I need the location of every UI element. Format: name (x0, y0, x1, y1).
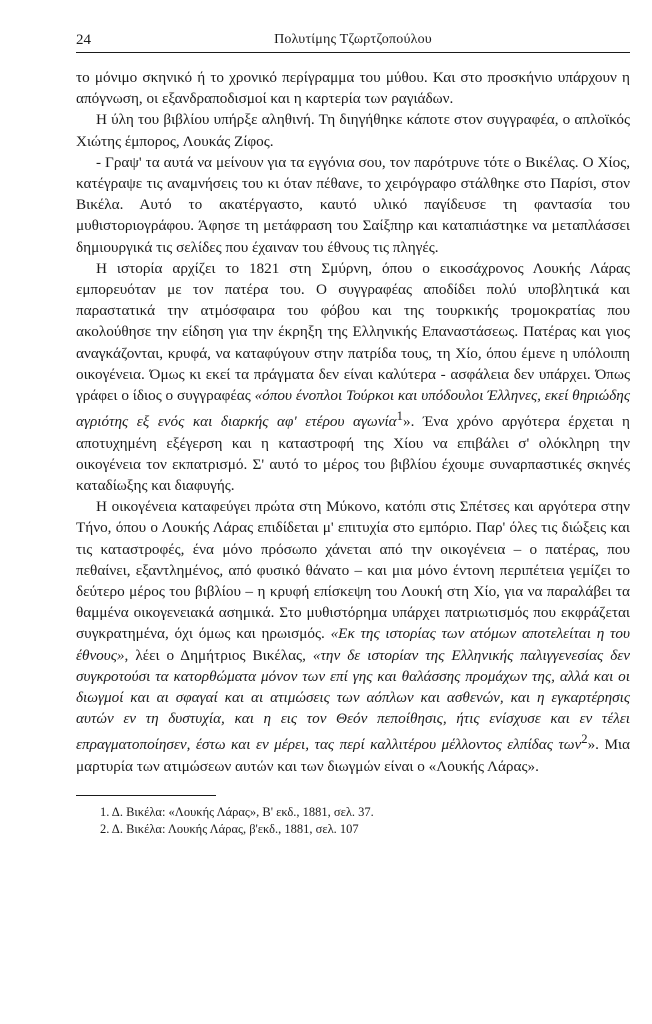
footnote-divider (76, 795, 216, 796)
paragraph-4-text-a: Η ιστορία αρχίζει το 1821 στη Σμύρνη, όπου ο εικοσάχρονος Λουκής Λάρας εμπορευόταν με τον πατέρα του. Ο συγγραφέας αποδίδει πολύ υποβλητικά και παραστατικά την ατμόσφαιρα του φόβου και της τουρκικής τρομοκρατίας που ακολούθησε την είδηση για την έκρηξη της Ελληνικής Επαναστάσεως. Πατέρας και γιος αναγκάζονται, κρυφά, να καταφύγουν στην πατρίδα τους, τη Χίο, όπου έμενε η υπόλοιπη οικογένεια. Όμως κι εκεί τα πράγματα δεν είναι καλύτερα - ασφάλεια δεν υπάρχει. Όπως γράφει ο ίδιος ο συγγραφέας (76, 259, 630, 405)
running-head: Πολυτίμης Τζωρτζοπούλου (274, 32, 432, 47)
footnote-ref-2: 2 (581, 732, 588, 747)
book-page (76, 30, 630, 1010)
quotation-3: «την δε ιστορίαν της Ελληνικής παλιγγενεσίας δεν συγκροτούσι τα κατορθώματα μόνον των επί γης και θαλάσσης προμάχων της, αλλά και οι διωγμοί και αι σφαγαί και αι ατιμώσεις των αόπλων και ασθενών, και η εγκαρτέρησις αυτών εν τη δυστυχία, και η εις τον Θεόν πεποίθησις, ήτις ενίσχυσε και εν τέλει επραγματοποίησεν, έστω και εν μέρει, τας περί καλλιτέρου μέλλοντος ελπίδας των (76, 646, 631, 754)
footnote-ref-1: 1 (396, 409, 403, 424)
page-header (76, 30, 630, 53)
page-number: 24 (76, 32, 91, 48)
paragraph-3: - Γραψ' τα αυτά να μείνουν για τα εγγόνια σου, τον παρότρυνε τότε ο Βικέλας. Ο Χίος, κατέγραψε τις αναμνήσεις του κι όταν πέθανε, το χειρόγραφο στάλθηκε στο Παρίσι, στον Βικέλα. Αυτό το ακατέργαστο, καυτό υλικό παγίδευσε τη φαντασία του μυθιστοριογράφου. Άφησε τη μετάφραση του Σαίξπηρ και καταπιάστηκε να μεταπλάσσει δημιουργικά τις σελίδες που έχαιναν του έθνους τις πληγές. (76, 153, 630, 256)
quotation-1: «όπου ένοπλοι Τούρκοι και υπόδουλοι Έλληνες, εκεί θηριώδης αγριότης εξ ενός και διαρκής αφ' ετέρου αγωνία (76, 387, 630, 431)
paragraph-5-text-a: Η οικογένεια καταφεύγει πρώτα στη Μύκονο, κατόπι στις Σπέτσες και αργότερα στην Τήνο, όπου ο Λουκής Λάρας επιδίδεται μ' επιτυχία στο εμπόριο. Παρ' όλες τις διώξεις και τις καταστροφές, ένα μόνο πρόσωπο χάνεται από την οικογένεια – ο πατέρας, που πεθαίνει, εξαντλημένος, από φυσικό θάνατο – και μια μόνο έντονη περιπέτεια γεμίζει το δεύτερο μέρος του βιβλίου – η κρυφή επίσκεψη του Λουκή στη Χίο, για να παραλάβει τα θαμμένα οικογενειακά ασημικά. Στο μυθιστόρημα υπάρχει πατριωτισμός που εκφράζεται συγκρατημένα, όχι όμως και ηρωισμός. (76, 498, 630, 643)
quotation-2: «Εκ της ιστορίας των ατόμων αποτελείται η του έθνους» (76, 625, 630, 664)
paragraph-5-text-c: ». Μια μαρτυρία των ατιμώσεων αυτών και των διωγμών είναι ο «Λουκής Λάρας». (76, 736, 630, 775)
main-text (76, 67, 630, 777)
paragraph-2: Η ύλη του βιβλίου υπήρξε αληθινή. Τη διηγήθηκε κάποτε στον συγγραφέα, ο απλοϊκός Χιώτης έμπορος, Λουκάς Ζίφος. (76, 111, 630, 150)
paragraph-5 (76, 496, 630, 777)
footnote-2: 2. Δ. Βικέλα: Λουκής Λάρας, β'εκδ., 1881, σελ. 107 (100, 821, 359, 836)
footnote-1: 1. Δ. Βικέλα: «Λουκής Λάρας», Β' εκδ., 1881, σελ. 37. (100, 804, 374, 819)
paragraph-1: το μόνιμο σκηνικό ή το χρονικό περίγραμμα του μύθου. Και στο προσκήνιο υπάρχουν η απόγνωση, οι εξανδραποδισμοί και η καρτερία των ραγιάδων. (76, 69, 630, 108)
paragraph-5-text-b: , λέει ο Δημήτριος Βικέλας, (124, 646, 313, 664)
paragraph-4 (76, 258, 630, 496)
footnotes (76, 804, 630, 838)
paragraph-4-text-b: ». Ένα χρόνο αργότερα έρχεται η αποτυχημένη εξέγερση και η καταστροφή της Χίου να επιβάλει σ' ολόκληρη την οικογένεια τον εκπατρισμό. Σ' αυτό το μέρος του βιβλίου έχουμε συναρπαστικές σκηνές καταδίωξης και διαφυγής. (76, 413, 630, 494)
